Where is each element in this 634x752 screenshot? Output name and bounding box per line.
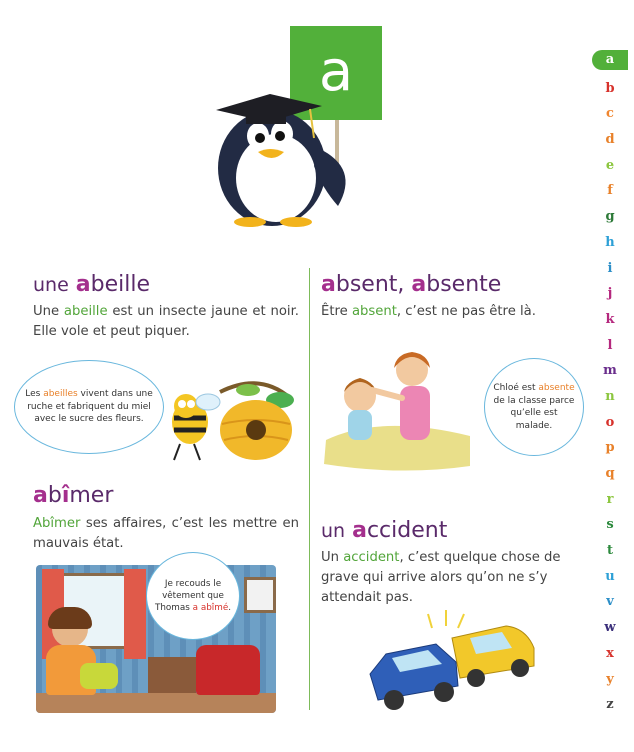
alphabet-index bbox=[592, 50, 628, 718]
sick-child-illustration bbox=[320, 344, 476, 474]
bee-wing bbox=[196, 394, 220, 410]
index-letter-t[interactable]: t bbox=[606, 543, 613, 559]
index-letter-z[interactable]: z bbox=[606, 697, 614, 713]
index-letter-i[interactable]: i bbox=[607, 260, 613, 276]
definition-accident: Un accident, c’est quelque chose de grave qui arrive alors qu’on ne s’y attendait pas. bbox=[321, 550, 561, 605]
column-divider bbox=[309, 268, 310, 710]
speech-bubble-abimer: Je recouds le vêtement que Thomas a abîmé. bbox=[146, 552, 240, 640]
car-crash-illustration bbox=[366, 604, 542, 712]
hive-hole bbox=[246, 420, 266, 440]
leaf bbox=[236, 384, 260, 396]
definition-abeille: Une abeille est un insecte jaune et noir. Elle vole et peut piquer. bbox=[33, 304, 299, 339]
headword-rest: beille bbox=[90, 272, 151, 297]
headword-initial: a bbox=[352, 518, 367, 543]
keyword: abeille bbox=[63, 304, 108, 319]
impact-lines bbox=[428, 610, 464, 628]
keyword: accident bbox=[343, 550, 400, 565]
sign-letter: a bbox=[318, 39, 354, 104]
index-letter-a[interactable]: a bbox=[592, 50, 628, 70]
article: un bbox=[321, 520, 346, 542]
index-letter-d[interactable]: d bbox=[605, 132, 615, 148]
wheel bbox=[467, 669, 485, 687]
index-letter-n[interactable]: n bbox=[605, 388, 615, 404]
index-letter-y[interactable]: y bbox=[606, 671, 614, 687]
bubble-keyword: a abîmé bbox=[192, 603, 229, 613]
index-letter-q[interactable]: q bbox=[605, 466, 615, 481]
index-letter-m[interactable]: m bbox=[603, 363, 617, 379]
index-letter-j[interactable]: j bbox=[607, 286, 613, 302]
curtain-right bbox=[124, 569, 146, 659]
wheel bbox=[511, 659, 529, 677]
entry-heading-accident: un accident bbox=[321, 518, 448, 543]
index-letter-r[interactable]: r bbox=[606, 491, 614, 507]
floor bbox=[36, 693, 276, 713]
red-armchair bbox=[196, 645, 260, 695]
index-letter-k[interactable]: k bbox=[605, 311, 615, 327]
entry-heading-abeille bbox=[33, 272, 150, 297]
keyword: Abîmer bbox=[33, 516, 81, 531]
bed-blanket bbox=[324, 426, 470, 471]
girl-hair bbox=[48, 607, 92, 629]
graduation-cap-base bbox=[246, 114, 286, 124]
index-letter-v[interactable]: v bbox=[606, 594, 614, 610]
keyword: absent bbox=[351, 304, 397, 319]
penguin-foot-right bbox=[280, 217, 312, 227]
wheel bbox=[434, 682, 454, 702]
penguin-foot-left bbox=[234, 217, 266, 227]
entry-heading-abimer: abîmer bbox=[33, 483, 114, 508]
entry-heading-absent: absent, absente bbox=[321, 272, 502, 297]
mother-body bbox=[400, 386, 430, 440]
headword-initial: a bbox=[321, 272, 336, 297]
headword-initial: a bbox=[33, 483, 48, 508]
article: une bbox=[33, 274, 69, 296]
headword-initial: a bbox=[75, 272, 91, 297]
bee-hive-illustration bbox=[160, 372, 300, 468]
wall-picture bbox=[244, 577, 276, 613]
side-table bbox=[148, 657, 196, 693]
speech-bubble-absent: Chloé est absente de la classe parce qu’elle est malade. bbox=[484, 358, 584, 456]
index-letter-h[interactable]: h bbox=[605, 234, 615, 250]
garment bbox=[80, 663, 118, 689]
speech-bubble-abeille: Les abeilles vivent dans une ruche et fabriquent du miel avec le sucre des fleurs. bbox=[14, 360, 164, 454]
index-letter-g[interactable]: g bbox=[605, 209, 615, 225]
index-letter-c[interactable]: c bbox=[606, 106, 614, 122]
index-letter-f[interactable]: f bbox=[607, 183, 613, 199]
index-letter-o[interactable]: o bbox=[605, 414, 615, 430]
headword-initial-2: a bbox=[411, 272, 427, 297]
child-body bbox=[348, 410, 372, 440]
index-letter-x[interactable]: x bbox=[606, 645, 614, 661]
penguin-pupil-left bbox=[255, 133, 265, 143]
definition-abimer: Abîmer ses affaires, c’est les mettre en mauvais état. bbox=[33, 516, 299, 551]
bubble-keyword: abeilles bbox=[43, 389, 78, 400]
index-letter-l[interactable]: l bbox=[607, 337, 613, 353]
index-letter-s[interactable]: s bbox=[606, 517, 614, 533]
wheel bbox=[384, 690, 404, 710]
penguin-mascot-illustration bbox=[210, 18, 390, 228]
index-letter-e[interactable]: e bbox=[605, 157, 615, 173]
index-letter-w[interactable]: w bbox=[604, 620, 616, 636]
mother-arm bbox=[372, 390, 402, 398]
headword-accent: î bbox=[61, 483, 70, 508]
index-letter-p[interactable]: p bbox=[605, 440, 615, 456]
index-letter-b[interactable]: b bbox=[605, 80, 615, 96]
definition-absent: Être absent, c’est ne pas être là. bbox=[321, 304, 536, 319]
bubble-keyword: absente bbox=[538, 383, 575, 393]
penguin-belly bbox=[236, 134, 316, 222]
penguin-wing bbox=[314, 148, 346, 206]
penguin-pupil-right bbox=[275, 131, 285, 141]
index-letter-u[interactable]: u bbox=[605, 568, 615, 584]
